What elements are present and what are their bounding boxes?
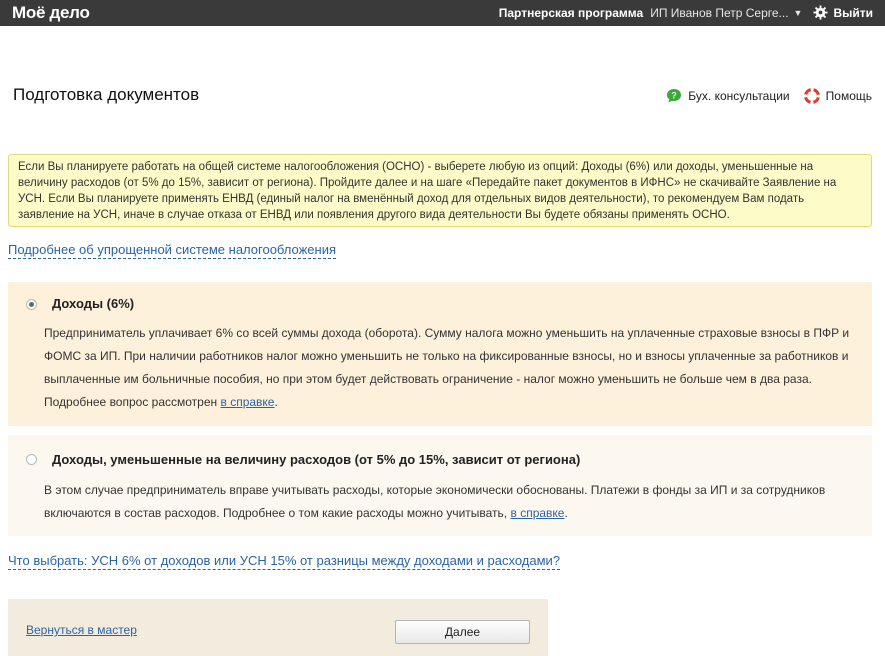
help-label: Помощь — [825, 89, 872, 103]
page-title: Подготовка документов — [13, 85, 200, 104]
user-menu[interactable]: ИП Иванов Петр Серге... — [650, 5, 789, 20]
consult-label: Бух. консультации — [688, 89, 790, 103]
option-description: Предприниматель уплачивает 6% со всей суммы дохода (оборота). Сумму налога можно уменьшить на уплаченные страховые взносы в ПФР и ФОМС за ИП. При наличии работников налог можно уменьшить не только на фиксированные взносы, но и взносы уплаченные за работников и выплаченные им больничные пособия, но при этом будет действовать ограничение - налог можно уменьшить не больше чем в два раза. Подробнее вопрос рассмотрен в справке. — [44, 326, 850, 409]
option-title[interactable]: Доходы (6%) — [52, 296, 135, 311]
radio-income-minus-expenses[interactable] — [26, 454, 37, 465]
logo[interactable]: Моё дело — [12, 3, 90, 22]
lifebuoy-icon — [804, 88, 820, 104]
svg-text:?: ? — [671, 90, 678, 101]
help-reference-link[interactable]: в справке — [510, 506, 565, 520]
option-description: В этом случае предприниматель вправе учитывать расходы, которые экономически обоснованы. Платежи в фонды за ИП и за сотрудников включаются в состав расходов. Подробнее о том какие расходы можно учитывать, в справке. — [44, 483, 826, 520]
radio-income-6[interactable] — [26, 299, 37, 310]
option-title[interactable]: Доходы, уменьшенные на величину расходов (от 5% до 15%, зависит от региона) — [52, 452, 581, 467]
info-notice: Если Вы планируете работать на общей системе налогообложения (ОСНО) - выберете любую из опций: Доходы (6%) или доходы, уменьшенные на величину расходов (от 5% до 15%, зависит от региона). Пройдите далее и на шаге «Передайте пакет документов в ИФНС» не скачивайте Заявление на УСН. Если Вы планируете применять ЕНВД (единый налог на вменённый доход для отдельных видов деятельности), то рекомендуем Вам подать заявление на УСН, иначе в случае отказа от ЕНВД или появления другого вида деятельности Вы будете обязаны применять ОСНО. — [8, 154, 872, 227]
wizard-footer — [8, 599, 548, 656]
choose-usn-link[interactable]: Что выбрать: УСН 6% от доходов или УСН 15% от разницы между доходами и расходами? — [8, 553, 561, 568]
gear-icon[interactable] — [813, 5, 828, 20]
logout-link[interactable]: Выйти — [833, 5, 873, 20]
help-reference-link[interactable]: в справке — [220, 395, 275, 409]
help-links — [666, 88, 872, 104]
consult-link[interactable] — [666, 88, 789, 104]
top-navigation-bar — [0, 0, 885, 26]
option-income-minus-expenses[interactable] — [8, 435, 872, 536]
chevron-down-icon[interactable]: ▼ — [793, 7, 803, 18]
partner-program-link[interactable]: Партнерская программа — [498, 5, 644, 20]
usn-more-link[interactable]: Подробнее об упрощенной системе налогообложения — [8, 242, 337, 257]
next-button[interactable]: Далее — [395, 620, 530, 644]
option-income-6[interactable] — [8, 282, 872, 426]
back-to-wizard-link[interactable]: Вернуться в мастер — [26, 623, 137, 637]
chat-bubble-question-icon — [666, 88, 682, 104]
topbar-right-menu — [499, 5, 873, 20]
help-link[interactable] — [804, 88, 872, 104]
